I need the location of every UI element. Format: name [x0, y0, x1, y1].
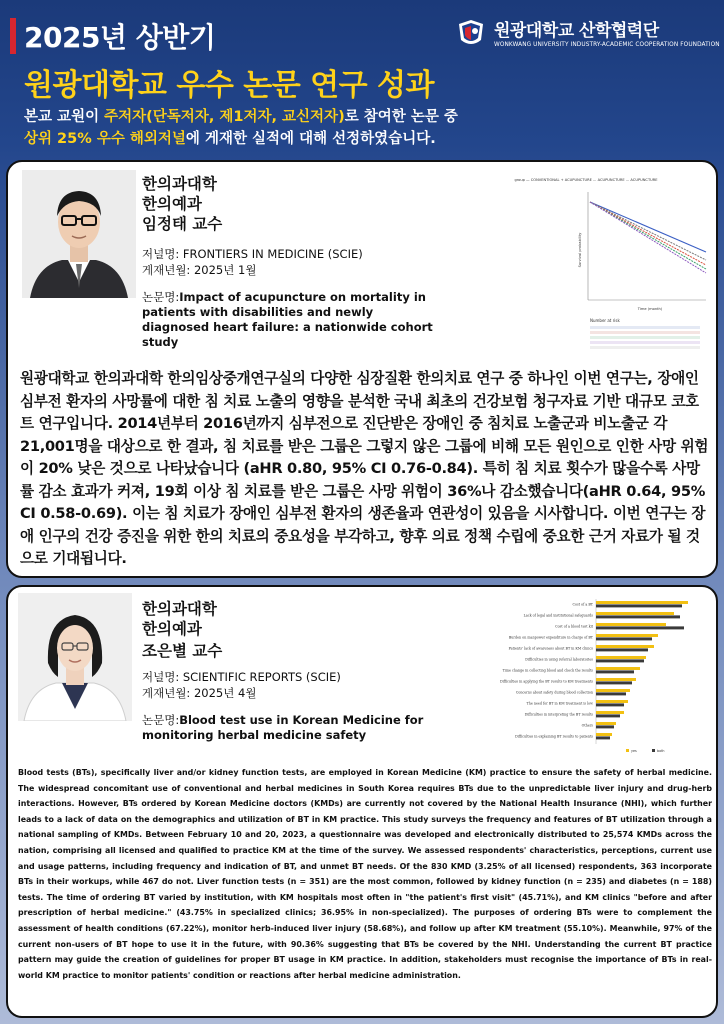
bar-yes [596, 678, 636, 681]
college-name: 한의과대학 [142, 600, 217, 618]
bar-yes [596, 601, 688, 604]
bar-yes [596, 722, 616, 725]
paper-summary: 원광대학교 한의과대학 한의임상중개연구실의 다양한 심장질환 한의치료 연구 중 하나인 이번 연구는, 장애인 심부전 환자의 사망률에 대한 침 치료 노출의 영향을 분석한 국내 최초의 건강보험 청구자료 기반 대규모 코호트 연구입니다. 2014년부터 2016년까지 심부전으로 진단받은 장애인 중 침치료 노출군과 비노출군 각 21,001명을 대상으로 한 결과, 침 치료를 받은 그룹은 그렇지 않은 그룹에 비해 모든 원인으로 인한 사망 위험이 20% 낮은 것으로 나타났습니다 (aHR 0.80, 95% CI 0.76-0.84). 특히 침 치료 횟수가 많을수록 사망률 감소 효과가 커져, 19회 이상 침 치료를 받은 그룹은 사망 위험이 36%나 감소했습니다(aHR 0.64, 95% CI 0.58-0.69). 이는 침 치료가 장애인 심부전 환자의 생존율과 연관성이 있음을 시사합니다. 이번 연구는 장애 인구의 건강 증진을 위한 한의 치료의 중요성을 부각하고, 향후 의료 정책 수립에 중요한 근거 자료가 될 것으로 기대됩니다. [20, 370, 709, 567]
category-label: Difficulties in explaining BT results to patients [515, 734, 593, 739]
x-axis-label: Time (month) [637, 307, 663, 311]
bar-yes [596, 612, 674, 615]
paper-abstract: Blood tests (BTs), specifically liver and/or kidney function tests, are employed in Korean Medicine (KM) practice to ensure the safety of herbal medicine. The widespread concomitant use of conventional and herbal medicines in South Korea requires BTs due to the unpredictable liver injury and drug-herb interactions. However, BTs ordered by Korean Medicine doctors (KMDs) are currently not covered by the National Health Insurance (NHI), which further leads to a lack of data on the demographics and utilization of BT in KM practice. This study surveys the frequency and features of BT utilization through a national sampling of KMDs. Between February 10 and 20, 2023, a questionnaire was developed and electronically distributed to 25,574 KMDs across the nation, comprising all licensed and qualified to practice KM at the time of the survey. We assessed respondents' characteristics, perceptions, current use and usage patterns, including frequency and indication of BT, and unmet BT needs. Of the 830 KMD (3.25% of all licensed) respondents, 363 incorporate BTs in their workups, while 467 do not. Liver function tests (n = 351) are the most common, followed by kidney function (n = 235) and diabetes (n = 188) tests. The time of ordering BT varied by institution, with KM hospitals most often in "the patient's first visit" (45.71%), and KM clinics "before and after prescription of herbal medicine." (43.75% in specialized clinics; 36.95% in non-specialized). The purposes of ordering BTs were to complement the assessment of health conditions (67.22%), monitor herb-induced liver injury (58.68%), and follow up after KM treatment (55.10%). Meanwhile, 97% of the current non-users of BT hope to use it in the future, with 90.36% suggesting that BTs be covered by the NHI. Understanding the current BT practice pattern may guide the creation of guidelines for proper BT usage in KM practice. In addition, stakeholders must recognise the importance of BTs in real-world KM practice to monitor patients' condition or reactions after herbal medicine administration. [18, 768, 712, 980]
subtitle-text: 에 게재한 실적에 대해 선정하였습니다. [185, 131, 436, 147]
poster-header [0, 0, 724, 160]
category-label: Difficulties in applying the BT results to KM treatments [499, 679, 593, 684]
category-label: Lack of legal and institutional safeguards [523, 613, 593, 618]
subtitle-text: 본교 교원이 [24, 109, 105, 125]
legend-swatch [626, 749, 629, 752]
kaplan-meier-chart [438, 172, 710, 350]
bar-both [596, 703, 624, 706]
legend-label: yes [631, 749, 637, 753]
bar-yes [596, 623, 666, 626]
period-title: 2025년 상반기 [24, 21, 216, 54]
bar-both [596, 725, 614, 728]
bar-both [596, 637, 652, 640]
subtitle-text: 로 참여한 논문 중 [344, 109, 458, 125]
category-label: Difficulties in interpreting the BT results [524, 712, 593, 717]
bar-yes [596, 667, 640, 670]
professor-portrait-icon [22, 170, 136, 298]
paper-title-label: 논문명: [142, 290, 180, 304]
bar-yes [596, 689, 630, 692]
bar-both [596, 604, 682, 607]
paper-card-1 [6, 160, 718, 578]
category-label: Patients' lack of awareness about BT in KM clinics [508, 646, 593, 651]
professor-name: 임정태 교수 [142, 215, 223, 233]
paper-title-label: 논문명: [142, 713, 180, 727]
category-label: Burden on manpower expenditure in charge of BT [508, 635, 593, 640]
poster-subtitle [24, 106, 458, 150]
paper-title [142, 290, 438, 350]
subtitle-highlight: 주저자(단독저자, 제1저자, 교신저자) [104, 109, 345, 125]
bar-yes [596, 645, 654, 648]
poster-headline: 원광대학교 우수 논문 연구 성과 [24, 68, 435, 103]
journal-name: 저널명: SCIENTIFIC REPORTS (SCIE) [142, 670, 341, 684]
category-label: Time change in collecting blood and check the results [502, 668, 593, 673]
bar-both [596, 736, 610, 739]
legend-swatch [652, 749, 655, 752]
bar-yes [596, 634, 658, 637]
bar-both [596, 670, 634, 673]
bar-yes [596, 700, 628, 703]
subtitle-highlight: 상위 25% 우수 해외저널 [24, 131, 186, 147]
logo-english: WONKWANG UNIVERSITY INDUSTRY-ACADEMIC COOPERATION FOUNDATION [494, 42, 720, 48]
bar-both [596, 615, 680, 618]
professor-portrait-icon [18, 593, 132, 721]
bt-barrier-chart [496, 595, 706, 759]
bar-both [596, 659, 644, 662]
bar-both [596, 714, 620, 717]
bar-yes [596, 711, 624, 714]
category-label: The need for BT in KM treatment is low [526, 701, 593, 706]
bar-both [596, 681, 632, 684]
bar-yes [596, 656, 646, 659]
department-name: 한의예과 [142, 195, 202, 213]
university-logo [456, 14, 718, 58]
professor-photo [22, 170, 136, 298]
category-label: Cost of a BT [572, 602, 593, 607]
department-name: 한의예과 [142, 620, 202, 638]
professor-photo [18, 593, 132, 721]
y-axis-label: Survival probability [578, 232, 582, 268]
professor-name: 조은별 교수 [142, 642, 223, 660]
college-name: 한의과대학 [142, 175, 217, 193]
university-emblem-icon [456, 18, 486, 48]
bar-yes [596, 733, 612, 736]
bar-both [596, 692, 626, 695]
bar-both [596, 648, 648, 651]
publication-date: 게재년월: 2025년 1월 [142, 263, 257, 277]
category-label: Others [581, 723, 593, 728]
paper-title [142, 713, 492, 743]
category-label: Cost of a blood test kit [555, 624, 593, 629]
survival-curve-figure [438, 172, 710, 350]
publication-date: 게재년월: 2025년 4월 [142, 686, 257, 700]
bar-both [596, 626, 684, 629]
figure-legend: group — CONVENTIONAL + ACUPUNCTURE ... ACUPUNCTURE ... ACUPUNCTURE [514, 178, 658, 182]
paper-card-2 [6, 585, 718, 1018]
category-label: Difficulties in using referral laboratories [525, 657, 593, 662]
journal-name: 저널명: FRONTIERS IN MEDICINE (SCIE) [142, 247, 363, 261]
category-label: Concerns about safety during blood collection [515, 690, 593, 695]
paper-title-text: Blood test use in Korean Medicine for monitoring herbal medicine safety [142, 713, 424, 742]
paper-title-text: Impact of acupuncture on mortality in patients with disabilities and newly diagnosed heart failure: a nationwide cohort study [142, 290, 433, 349]
legend-label: both [657, 749, 665, 753]
logo-name: 원광대학교 산학협력단 [494, 21, 659, 41]
barrier-bar-chart [496, 595, 706, 759]
title-accent-bar [10, 18, 16, 54]
risk-table-header: Number at risk [590, 318, 620, 323]
